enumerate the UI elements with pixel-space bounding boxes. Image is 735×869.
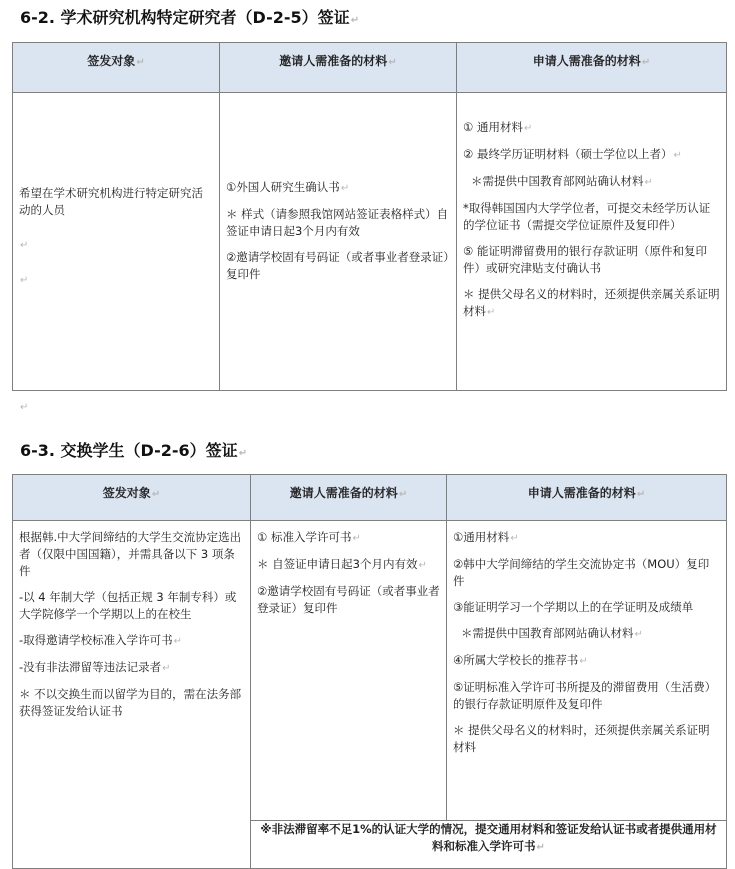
cell-text: 邀请人需准备的材料 (289, 486, 398, 500)
paragraph (19, 236, 213, 254)
note-text: ※非法滞留率不足1%的认证大学的情况，提交通用材料和签证发给认证书或者提供通用材料和标准入学许可书 (260, 822, 717, 853)
paragraph (19, 254, 213, 271)
cell-text: 希望在学术研究机构进行特定研究活动的人员 (19, 186, 203, 217)
header-inviter-materials (220, 43, 457, 93)
applicant-item-4 (453, 652, 720, 670)
cell-text: ⑤ 能证明滞留费用的银行存款证明（原件和复印件）或研究津贴支付确认书 (463, 244, 707, 275)
section-title-text: 6-3. 交换学生（D-2-6）签证 (20, 441, 238, 460)
target-item-2 (19, 589, 244, 623)
target-item-3 (19, 632, 244, 650)
cell-text: 申请人需准备的材料 (532, 54, 641, 68)
cell-text: 根据韩.中大学间缔结的大学生交流协定选出者（仅限中国国籍），并需具备以下 3 项条件 (19, 530, 242, 578)
cell-text: ＊ 自签证申请日起3个月内有效 (257, 557, 418, 571)
paragraph-mark: ↵ (644, 177, 653, 188)
cell-text: ① 通用材料 (463, 120, 523, 134)
cell-text: ＊ 样式（请参照我馆网站签证表格样式）自签证申请日起3个月内有效 (226, 207, 449, 238)
cell-text: ＊ 提供父母名义的材料时，还须提供亲属关系证明材料 (453, 723, 710, 754)
paragraph-mark: ↵ (636, 489, 646, 500)
cell-text: 签发对象 (102, 486, 151, 500)
applicant-item-parent-note (463, 286, 720, 321)
cell-text: ① 标准入学许可书 (257, 530, 352, 544)
paragraph-mark: ↵ (162, 663, 171, 674)
table-d-2-5 (12, 42, 727, 391)
paragraph-mark: ↵ (151, 489, 161, 500)
applicant-item-2 (463, 146, 720, 164)
cell-text: ①外国人研究生确认书 (226, 180, 340, 194)
cell-inviter-materials (220, 93, 457, 391)
applicant-item-note (463, 173, 720, 191)
inviter-item-1 (226, 179, 450, 197)
target-item-1 (19, 529, 244, 580)
paragraph-mark: ↵ (673, 150, 682, 161)
paragraph-mark: ↵ (510, 533, 519, 544)
paragraph-mark: ↵ (579, 656, 588, 667)
cell-target (13, 93, 220, 391)
cell-text: -没有非法滞留等违法记录者 (19, 660, 162, 674)
paragraph-mark: ↵ (536, 842, 545, 853)
paragraph-mark: ↵ (641, 57, 651, 68)
header-target (13, 43, 220, 93)
paragraph-mark: ↵ (523, 123, 533, 134)
paragraph (19, 219, 213, 236)
section-title-d-2-6 (20, 438, 247, 461)
cell-applicant-materials (457, 93, 727, 391)
applicant-item-degree-note (463, 200, 720, 234)
cell-text: 申请人需准备的材料 (527, 486, 636, 500)
header-target (13, 475, 251, 521)
applicant-item-1 (463, 119, 720, 137)
cell-text: -以 4 年制大学（包括正规 3 年制专科）或大学院修学一个学期以上的在校生 (19, 590, 237, 621)
paragraph-mark: ↵ (173, 636, 183, 647)
section-title-d-2-5 (20, 5, 359, 28)
section-title-text: 6-2. 学术研究机构特定研究者（D-2-5）签证 (20, 8, 350, 27)
applicant-item-3 (453, 599, 720, 616)
cell-applicant-materials (447, 521, 727, 821)
inviter-item-note (226, 206, 450, 240)
cell-text: ②邀请学校固有号码证（或者事业者登录证）复印件 (257, 584, 440, 615)
table-d-2-6 (12, 474, 727, 869)
paragraph-mark: ↵ (136, 57, 145, 68)
paragraph-mark: ↵ (20, 240, 29, 251)
inviter-item-2 (257, 583, 440, 617)
cell-text: ＊ 不以交换生而以留学为目的，需在法务部获得签证发给认证书 (19, 687, 242, 718)
cell-target (13, 521, 251, 869)
header-applicant-materials (457, 43, 727, 93)
applicant-item-5 (463, 243, 720, 277)
paragraph-mark: ↵ (20, 402, 29, 413)
applicant-item-note (453, 625, 720, 643)
cell-text: ＊需提供中国教育部网站确认材料 (471, 174, 644, 188)
cell-text: ＊需提供中国教育部网站确认材料 (461, 626, 634, 640)
cell-text: ②韩中大学间缔结的学生交流协定书（MOU）复印件 (453, 557, 710, 588)
inviter-item-2 (226, 249, 450, 283)
cell-text: ③能证明学习一个学期以上的在学证明及成绩单 (453, 600, 694, 614)
paragraph-mark: ↵ (238, 448, 248, 459)
inviter-item-1 (257, 529, 440, 547)
paragraph-mark: ↵ (634, 629, 643, 640)
paragraph-mark: ↵ (20, 275, 29, 286)
cell-text: 签发对象 (87, 54, 136, 68)
cell-text: ＊ 提供父母名义的材料时，还须提供亲属关系证明材料 (463, 287, 720, 318)
cell-text: ② 最终学历证明材料（硕士学位以上者） (463, 147, 673, 161)
paragraph-mark: ↵ (350, 15, 360, 26)
paragraph-mark: ↵ (340, 183, 350, 194)
cell-text: ①通用材料 (453, 530, 510, 544)
target-text (19, 185, 213, 219)
cell-inviter-materials (251, 521, 447, 821)
cell-text: ②邀请学校固有号码证（或者事业者登录证）复印件 (226, 250, 450, 281)
target-item-4 (19, 659, 244, 677)
header-inviter-materials (251, 475, 447, 521)
applicant-item-2 (453, 556, 720, 590)
paragraph-mark: ↵ (487, 307, 496, 318)
cell-note (251, 821, 727, 869)
paragraph-mark: ↵ (388, 57, 397, 68)
applicant-item-5 (453, 679, 720, 713)
applicant-item-1 (453, 529, 720, 547)
cell-text: ⑤证明标准入学许可书所提及的滞留费用（生活费）的银行存款证明原件及复印件 (453, 680, 717, 711)
cell-text: ④所属大学校长的推荐书 (453, 653, 579, 667)
applicant-item-parent-note (453, 722, 720, 756)
cell-text: *取得韩国国内大学学位者，可提交未经学历认证的学位证书（需提交学位证原件及复印件） (463, 201, 711, 232)
cell-text: -取得邀请学校标准入学许可书 (19, 633, 173, 647)
header-applicant-materials (447, 475, 727, 521)
paragraph-mark: ↵ (418, 560, 427, 571)
paragraph-mark: ↵ (352, 533, 361, 544)
paragraph-mark: ↵ (398, 489, 408, 500)
paragraph (19, 271, 213, 289)
inviter-item-note (257, 556, 440, 574)
cell-text: 邀请人需准备的材料 (279, 54, 388, 68)
target-item-5 (19, 686, 244, 720)
